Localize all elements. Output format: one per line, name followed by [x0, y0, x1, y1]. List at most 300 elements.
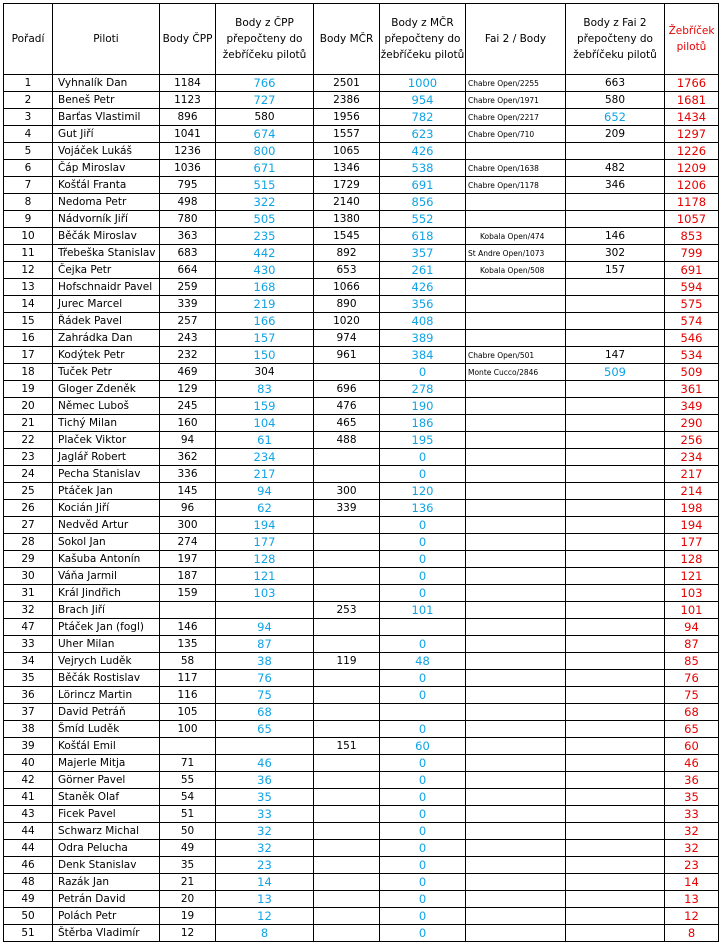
mcr-points-cell: 151: [314, 738, 380, 755]
mcr-points-cell: 890: [314, 296, 380, 313]
ladder-total-cell: 8: [665, 925, 719, 942]
mcr-converted-cell: 856: [380, 194, 466, 211]
ladder-total-cell: 290: [665, 415, 719, 432]
cpp-points-cell: 96: [160, 500, 216, 517]
fai2-event-cell: [466, 551, 566, 568]
mcr-converted-cell: 48: [380, 653, 466, 670]
mcr-converted-cell: 195: [380, 432, 466, 449]
fai2-event-cell: [466, 721, 566, 738]
mcr-converted-cell: [380, 619, 466, 636]
cpp-points-cell: 105: [160, 704, 216, 721]
fai2-converted-cell: [566, 840, 665, 857]
cpp-converted-cell: 157: [216, 330, 314, 347]
cpp-points-cell: 19: [160, 908, 216, 925]
fai2-converted-cell: [566, 534, 665, 551]
table-row: [4, 823, 719, 840]
mcr-converted-cell: 691: [380, 177, 466, 194]
mcr-points-cell: [314, 874, 380, 891]
mcr-converted-cell: [380, 704, 466, 721]
pilot-name-cell: Pecha Stanislav: [53, 466, 160, 483]
fai2-converted-cell: [566, 891, 665, 908]
cpp-points-cell: 145: [160, 483, 216, 500]
cpp-points-cell: 362: [160, 449, 216, 466]
mcr-converted-cell: 0: [380, 517, 466, 534]
pilot-name-cell: Váňa Jarmil: [53, 568, 160, 585]
mcr-converted-cell: 0: [380, 806, 466, 823]
fai2-event-cell: [466, 381, 566, 398]
mcr-converted-cell: 0: [380, 466, 466, 483]
pilot-name-cell: Brach Jiří: [53, 602, 160, 619]
pilot-name-cell: Staněk Olaf: [53, 789, 160, 806]
pilot-name-cell: Kašuba Antonín: [53, 551, 160, 568]
rank-cell: 21: [4, 415, 53, 432]
mcr-converted-cell: 954: [380, 92, 466, 109]
cpp-points-cell: 469: [160, 364, 216, 381]
ladder-total-cell: 1226: [665, 143, 719, 160]
pilot-name-cell: Polách Petr: [53, 908, 160, 925]
header-ladder: Žebříček pilotů: [665, 4, 719, 75]
pilot-name-cell: Šmíd Luděk: [53, 721, 160, 738]
pilot-name-cell: Barťas Vlastimil: [53, 109, 160, 126]
header-rank: Pořadí: [4, 4, 53, 75]
rank-cell: 22: [4, 432, 53, 449]
fai2-event-cell: [466, 619, 566, 636]
pilot-name-cell: Majerle Mitja: [53, 755, 160, 772]
fai2-converted-cell: [566, 449, 665, 466]
cpp-points-cell: 795: [160, 177, 216, 194]
rank-cell: 31: [4, 585, 53, 602]
ladder-total-cell: 121: [665, 568, 719, 585]
fai2-event-cell: [466, 296, 566, 313]
ladder-total-cell: 35: [665, 789, 719, 806]
cpp-points-cell: 274: [160, 534, 216, 551]
cpp-converted-cell: 94: [216, 483, 314, 500]
header-cpp: Body ČPP: [160, 4, 216, 75]
mcr-points-cell: 2140: [314, 194, 380, 211]
ladder-total-cell: 13: [665, 891, 719, 908]
pilot-name-cell: Čáp Miroslav: [53, 160, 160, 177]
fai2-converted-cell: [566, 806, 665, 823]
fai2-event-cell: [466, 534, 566, 551]
rank-cell: 49: [4, 891, 53, 908]
mcr-points-cell: 2501: [314, 75, 380, 92]
cpp-points-cell: 50: [160, 823, 216, 840]
ladder-total-cell: 1681: [665, 92, 719, 109]
mcr-points-cell: [314, 925, 380, 942]
rank-cell: 40: [4, 755, 53, 772]
fai2-event-cell: Kobala Open/474: [466, 228, 566, 245]
fai2-event-cell: [466, 483, 566, 500]
ladder-total-cell: 1766: [665, 75, 719, 92]
mcr-converted-cell: 0: [380, 721, 466, 738]
cpp-points-cell: 58: [160, 653, 216, 670]
table-row: [4, 806, 719, 823]
cpp-converted-cell: 766: [216, 75, 314, 92]
pilot-name-cell: David Petráň: [53, 704, 160, 721]
mcr-converted-cell: 190: [380, 398, 466, 415]
rank-cell: 48: [4, 874, 53, 891]
mcr-points-cell: [314, 534, 380, 551]
fai2-event-cell: Chabre Open/2255: [466, 75, 566, 92]
fai2-event-cell: [466, 908, 566, 925]
table-row: [4, 330, 719, 347]
ladder-total-cell: 14: [665, 874, 719, 891]
ladder-total-cell: 177: [665, 534, 719, 551]
mcr-converted-cell: 618: [380, 228, 466, 245]
ladder-total-cell: 799: [665, 245, 719, 262]
mcr-points-cell: 465: [314, 415, 380, 432]
mcr-converted-cell: 0: [380, 364, 466, 381]
cpp-converted-cell: 46: [216, 755, 314, 772]
mcr-points-cell: [314, 619, 380, 636]
pilot-name-cell: Ficek Pavel: [53, 806, 160, 823]
pilot-name-cell: Tuček Petr: [53, 364, 160, 381]
pilot-name-cell: Lörincz Martin: [53, 687, 160, 704]
cpp-converted-cell: 800: [216, 143, 314, 160]
rank-cell: 18: [4, 364, 53, 381]
fai2-event-cell: [466, 687, 566, 704]
cpp-converted-cell: 304: [216, 364, 314, 381]
rank-cell: 20: [4, 398, 53, 415]
fai2-converted-cell: [566, 313, 665, 330]
cpp-converted-cell: 61: [216, 432, 314, 449]
mcr-points-cell: 119: [314, 653, 380, 670]
cpp-points-cell: 21: [160, 874, 216, 891]
ladder-total-cell: 101: [665, 602, 719, 619]
fai2-event-cell: [466, 755, 566, 772]
pilot-name-cell: Košťál Franta: [53, 177, 160, 194]
ladder-total-cell: 60: [665, 738, 719, 755]
fai2-converted-cell: [566, 738, 665, 755]
mcr-points-cell: 1380: [314, 211, 380, 228]
rank-cell: 6: [4, 160, 53, 177]
rank-cell: 5: [4, 143, 53, 160]
table-row: [4, 296, 719, 313]
cpp-converted-cell: 128: [216, 551, 314, 568]
table-body: [4, 75, 719, 942]
mcr-points-cell: [314, 687, 380, 704]
pilot-name-cell: Běčák Miroslav: [53, 228, 160, 245]
ladder-total-cell: 12: [665, 908, 719, 925]
table-row: [4, 75, 719, 92]
cpp-converted-cell: 674: [216, 126, 314, 143]
cpp-points-cell: 257: [160, 313, 216, 330]
mcr-points-cell: [314, 840, 380, 857]
table-row: [4, 228, 719, 245]
table-row: [4, 466, 719, 483]
mcr-points-cell: [314, 704, 380, 721]
rank-cell: 38: [4, 721, 53, 738]
cpp-converted-cell: [216, 602, 314, 619]
cpp-converted-cell: 727: [216, 92, 314, 109]
rank-cell: 30: [4, 568, 53, 585]
fai2-event-cell: Kobala Open/508: [466, 262, 566, 279]
cpp-points-cell: 896: [160, 109, 216, 126]
fai2-converted-cell: [566, 585, 665, 602]
fai2-converted-cell: [566, 398, 665, 415]
table-row: [4, 500, 719, 517]
fai2-converted-cell: [566, 211, 665, 228]
cpp-points-cell: 780: [160, 211, 216, 228]
pilot-name-cell: Odra Pelucha: [53, 840, 160, 857]
cpp-points-cell: 20: [160, 891, 216, 908]
rank-cell: 42: [4, 772, 53, 789]
mcr-points-cell: 1346: [314, 160, 380, 177]
mcr-converted-cell: 552: [380, 211, 466, 228]
ladder-total-cell: 853: [665, 228, 719, 245]
mcr-converted-cell: 0: [380, 636, 466, 653]
rank-cell: 28: [4, 534, 53, 551]
table-row: [4, 772, 719, 789]
rank-cell: 41: [4, 789, 53, 806]
table-row: [4, 840, 719, 857]
mcr-converted-cell: 0: [380, 823, 466, 840]
cpp-converted-cell: 194: [216, 517, 314, 534]
pilot-name-cell: Běčák Rostislav: [53, 670, 160, 687]
cpp-converted-cell: 68: [216, 704, 314, 721]
mcr-converted-cell: 0: [380, 857, 466, 874]
pilot-name-cell: Schwarz Michal: [53, 823, 160, 840]
mcr-converted-cell: 1000: [380, 75, 466, 92]
cpp-converted-cell: 32: [216, 823, 314, 840]
fai2-event-cell: [466, 806, 566, 823]
fai2-event-cell: Chabre Open/1971: [466, 92, 566, 109]
fai2-event-cell: Chabre Open/710: [466, 126, 566, 143]
pilot-name-cell: Jaglář Robert: [53, 449, 160, 466]
mcr-points-cell: 696: [314, 381, 380, 398]
fai2-converted-cell: 482: [566, 160, 665, 177]
fai2-converted-cell: 652: [566, 109, 665, 126]
fai2-event-cell: [466, 143, 566, 160]
cpp-converted-cell: 94: [216, 619, 314, 636]
pilot-name-cell: Ptáček Jan (fogl): [53, 619, 160, 636]
mcr-converted-cell: 0: [380, 551, 466, 568]
mcr-converted-cell: 186: [380, 415, 466, 432]
pilot-name-cell: Ptáček Jan: [53, 483, 160, 500]
mcr-converted-cell: 538: [380, 160, 466, 177]
cpp-points-cell: 94: [160, 432, 216, 449]
table-row: [4, 143, 719, 160]
ladder-total-cell: 1434: [665, 109, 719, 126]
cpp-converted-cell: 75: [216, 687, 314, 704]
ladder-total-cell: 349: [665, 398, 719, 415]
cpp-points-cell: 12: [160, 925, 216, 942]
fai2-converted-cell: [566, 432, 665, 449]
table-row: [4, 398, 719, 415]
ladder-total-cell: 1209: [665, 160, 719, 177]
cpp-converted-cell: 166: [216, 313, 314, 330]
rank-cell: 13: [4, 279, 53, 296]
ladder-total-cell: 361: [665, 381, 719, 398]
cpp-converted-cell: 8: [216, 925, 314, 942]
mcr-converted-cell: 389: [380, 330, 466, 347]
table-row: [4, 92, 719, 109]
pilot-name-cell: Razák Jan: [53, 874, 160, 891]
fai2-event-cell: [466, 636, 566, 653]
rank-cell: 47: [4, 619, 53, 636]
fai2-event-cell: St Andre Open/1073: [466, 245, 566, 262]
rank-cell: 35: [4, 670, 53, 687]
cpp-points-cell: 35: [160, 857, 216, 874]
table-row: [4, 517, 719, 534]
mcr-points-cell: 961: [314, 347, 380, 364]
table-row: [4, 636, 719, 653]
table-row: [4, 653, 719, 670]
ladder-total-cell: 691: [665, 262, 719, 279]
ladder-total-cell: 594: [665, 279, 719, 296]
fai2-event-cell: [466, 313, 566, 330]
ladder-total-cell: 1206: [665, 177, 719, 194]
pilot-name-cell: Vojáček Lukáš: [53, 143, 160, 160]
mcr-converted-cell: 782: [380, 109, 466, 126]
cpp-converted-cell: 83: [216, 381, 314, 398]
mcr-points-cell: [314, 568, 380, 585]
pilot-name-cell: Vyhnalík Dan: [53, 75, 160, 92]
table-row: [4, 109, 719, 126]
pilot-name-cell: Nedoma Petr: [53, 194, 160, 211]
fai2-converted-cell: [566, 415, 665, 432]
table-row: [4, 670, 719, 687]
rank-cell: 15: [4, 313, 53, 330]
rank-cell: 51: [4, 925, 53, 942]
cpp-points-cell: 51: [160, 806, 216, 823]
cpp-points-cell: 232: [160, 347, 216, 364]
fai2-event-cell: Chabre Open/501: [466, 347, 566, 364]
pilot-name-cell: Kocián Jiří: [53, 500, 160, 517]
cpp-converted-cell: 217: [216, 466, 314, 483]
cpp-points-cell: 664: [160, 262, 216, 279]
mcr-points-cell: 476: [314, 398, 380, 415]
fai2-converted-cell: 509: [566, 364, 665, 381]
pilot-name-cell: Vejrych Luděk: [53, 653, 160, 670]
table-row: [4, 347, 719, 364]
fai2-converted-cell: [566, 466, 665, 483]
mcr-points-cell: 253: [314, 602, 380, 619]
rank-cell: 1: [4, 75, 53, 92]
table-row: [4, 857, 719, 874]
cpp-converted-cell: 62: [216, 500, 314, 517]
cpp-points-cell: 300: [160, 517, 216, 534]
pilot-name-cell: Štěrba Vladimír: [53, 925, 160, 942]
ranking-table: [3, 3, 719, 942]
fai2-converted-cell: 346: [566, 177, 665, 194]
fai2-event-cell: [466, 398, 566, 415]
fai2-converted-cell: [566, 755, 665, 772]
fai2-converted-cell: 580: [566, 92, 665, 109]
mcr-converted-cell: 408: [380, 313, 466, 330]
mcr-converted-cell: 60: [380, 738, 466, 755]
table-row: [4, 602, 719, 619]
pilot-name-cell: Třebeška Stanislav: [53, 245, 160, 262]
cpp-points-cell: 160: [160, 415, 216, 432]
mcr-points-cell: [314, 908, 380, 925]
cpp-converted-cell: 65: [216, 721, 314, 738]
cpp-points-cell: 259: [160, 279, 216, 296]
fai2-event-cell: [466, 840, 566, 857]
rank-cell: 8: [4, 194, 53, 211]
ladder-total-cell: 234: [665, 449, 719, 466]
table-row: [4, 755, 719, 772]
cpp-points-cell: 1184: [160, 75, 216, 92]
fai2-converted-cell: [566, 619, 665, 636]
cpp-converted-cell: 168: [216, 279, 314, 296]
fai2-converted-cell: 147: [566, 347, 665, 364]
ladder-total-cell: 128: [665, 551, 719, 568]
cpp-points-cell: 336: [160, 466, 216, 483]
pilot-name-cell: Sokol Jan: [53, 534, 160, 551]
cpp-points-cell: 1036: [160, 160, 216, 177]
mcr-converted-cell: 0: [380, 908, 466, 925]
ladder-total-cell: 194: [665, 517, 719, 534]
fai2-converted-cell: [566, 279, 665, 296]
rank-cell: 24: [4, 466, 53, 483]
fai2-converted-cell: [566, 143, 665, 160]
cpp-converted-cell: 322: [216, 194, 314, 211]
mcr-converted-cell: 0: [380, 772, 466, 789]
mcr-converted-cell: 0: [380, 874, 466, 891]
fai2-event-cell: [466, 823, 566, 840]
cpp-points-cell: 1236: [160, 143, 216, 160]
mcr-converted-cell: 0: [380, 891, 466, 908]
pilot-name-cell: Jurec Marcel: [53, 296, 160, 313]
fai2-event-cell: [466, 585, 566, 602]
rank-cell: 14: [4, 296, 53, 313]
cpp-points-cell: [160, 602, 216, 619]
mcr-converted-cell: 0: [380, 687, 466, 704]
cpp-points-cell: 683: [160, 245, 216, 262]
cpp-points-cell: 1041: [160, 126, 216, 143]
table-row: [4, 925, 719, 942]
fai2-event-cell: [466, 704, 566, 721]
fai2-event-cell: [466, 789, 566, 806]
rank-cell: 11: [4, 245, 53, 262]
mcr-points-cell: [314, 857, 380, 874]
fai2-event-cell: [466, 653, 566, 670]
cpp-converted-cell: 36: [216, 772, 314, 789]
cpp-converted-cell: 12: [216, 908, 314, 925]
cpp-converted-cell: 14: [216, 874, 314, 891]
table-row: [4, 568, 719, 585]
fai2-event-cell: [466, 857, 566, 874]
mcr-converted-cell: 0: [380, 840, 466, 857]
cpp-points-cell: 55: [160, 772, 216, 789]
cpp-converted-cell: 76: [216, 670, 314, 687]
fai2-event-cell: Chabre Open/1178: [466, 177, 566, 194]
fai2-converted-cell: 157: [566, 262, 665, 279]
rank-cell: 39: [4, 738, 53, 755]
ladder-total-cell: 1178: [665, 194, 719, 211]
cpp-points-cell: 116: [160, 687, 216, 704]
cpp-points-cell: [160, 738, 216, 755]
fai2-event-cell: [466, 211, 566, 228]
fai2-converted-cell: [566, 194, 665, 211]
cpp-converted-cell: 23: [216, 857, 314, 874]
cpp-points-cell: 71: [160, 755, 216, 772]
cpp-converted-cell: 104: [216, 415, 314, 432]
rank-cell: 12: [4, 262, 53, 279]
fai2-event-cell: [466, 568, 566, 585]
rank-cell: 44: [4, 840, 53, 857]
fai2-event-cell: [466, 500, 566, 517]
fai2-event-cell: [466, 925, 566, 942]
ladder-total-cell: 214: [665, 483, 719, 500]
mcr-points-cell: [314, 551, 380, 568]
table-row: [4, 619, 719, 636]
cpp-points-cell: 363: [160, 228, 216, 245]
cpp-converted-cell: 505: [216, 211, 314, 228]
mcr-converted-cell: 0: [380, 789, 466, 806]
table-row: [4, 687, 719, 704]
